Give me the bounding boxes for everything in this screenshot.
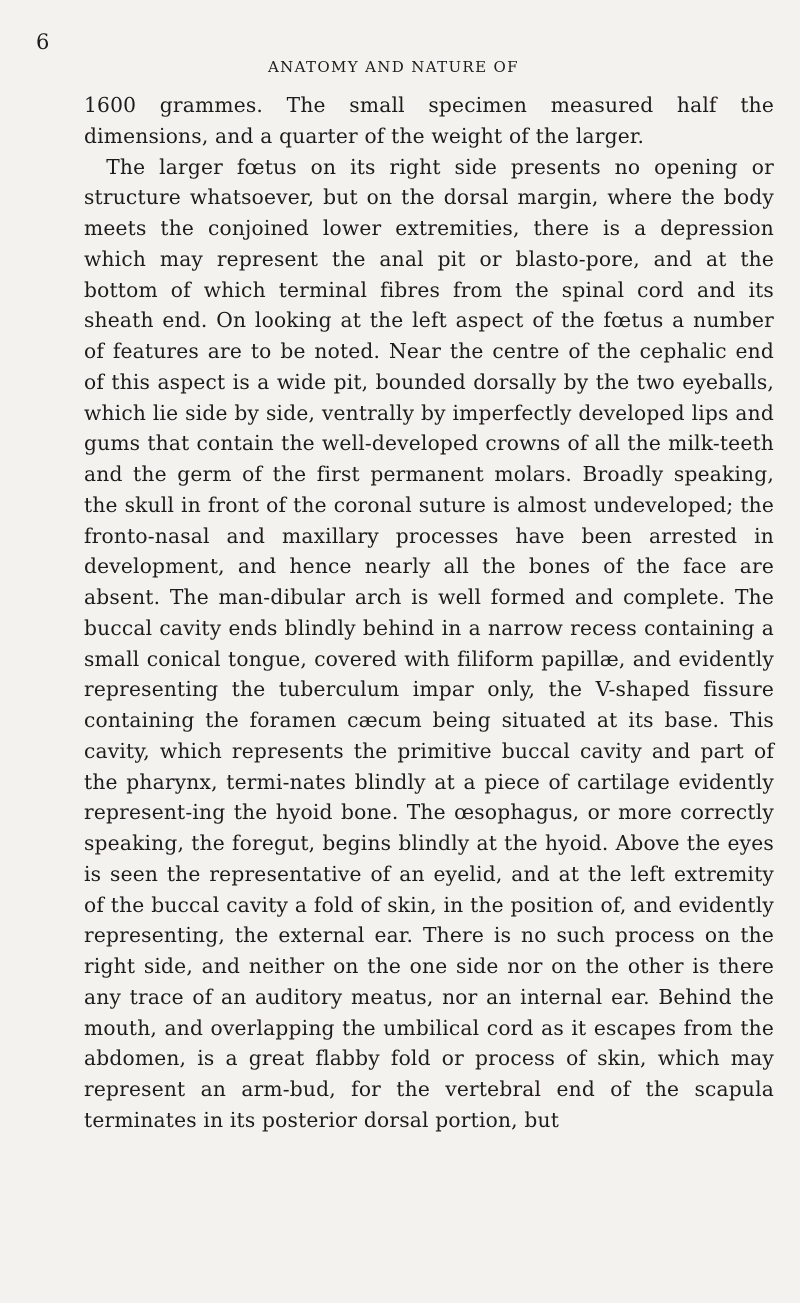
paragraph: The larger fœtus on its right side presents no opening or structure whatsoever, but on the dorsal margin, where the body meets the conjoined lower extremities, there is a depression which may represent the anal pit or blasto-pore, and at the bottom of which terminal fibres from the spinal cord and its sheath end. On looking at the left aspect of the fœtus a number of features are to be noted. Near the centre of the cephalic end of this aspect is a wide pit, bounded dorsally by the two eyeballs, which lie side by side, ventrally by imperfectly developed lips and gums that contain the well-developed crowns of all the milk-teeth and the germ of the first permanent molars. Broadly speaking, the skull in front of the coronal suture is almost undeveloped; the fronto-nasal and maxillary processes have been arrested in development, and hence nearly all the bones of the face are absent. The man-dibular arch is well formed and complete. The buccal cavity ends blindly behind in a narrow recess containing a small conical tongue, covered with filiform papillæ, and evidently representing the tuberculum impar only, the V-shaped fissure containing the foramen cæcum being situated at its base. This cavity, which represents the primitive buccal cavity and part of the pharynx, termi-nates blindly at a piece of cartilage evidently represent-ing the hyoid bone. The œsophagus, or more correctly speaking, the foregut, begins blindly at the hyoid. Above the eyes is seen the representative of an eyelid, and at the left extremity of the buccal cavity a fold of skin, in the position of, and evidently representing, the external ear. There is no such process on the right side, and neither on the one side nor on the other is there any trace of an auditory meatus, nor an internal ear. Behind the mouth, and overlapping the umbilical cord as it escapes from the abdomen, is a great flabby fold or process of skin, which may represent an arm-bud, for the vertebral end of the scapula terminates in its posterior dorsal portion, but: [84, 154, 774, 1132]
body-text: [84, 90, 774, 1136]
paragraph: 1600 grammes. The small specimen measured half the dimensions, and a quarter of the weight of the larger.: [84, 93, 774, 148]
running-head: ANATOMY AND NATURE OF: [268, 58, 519, 76]
page-number: 6: [36, 30, 50, 54]
